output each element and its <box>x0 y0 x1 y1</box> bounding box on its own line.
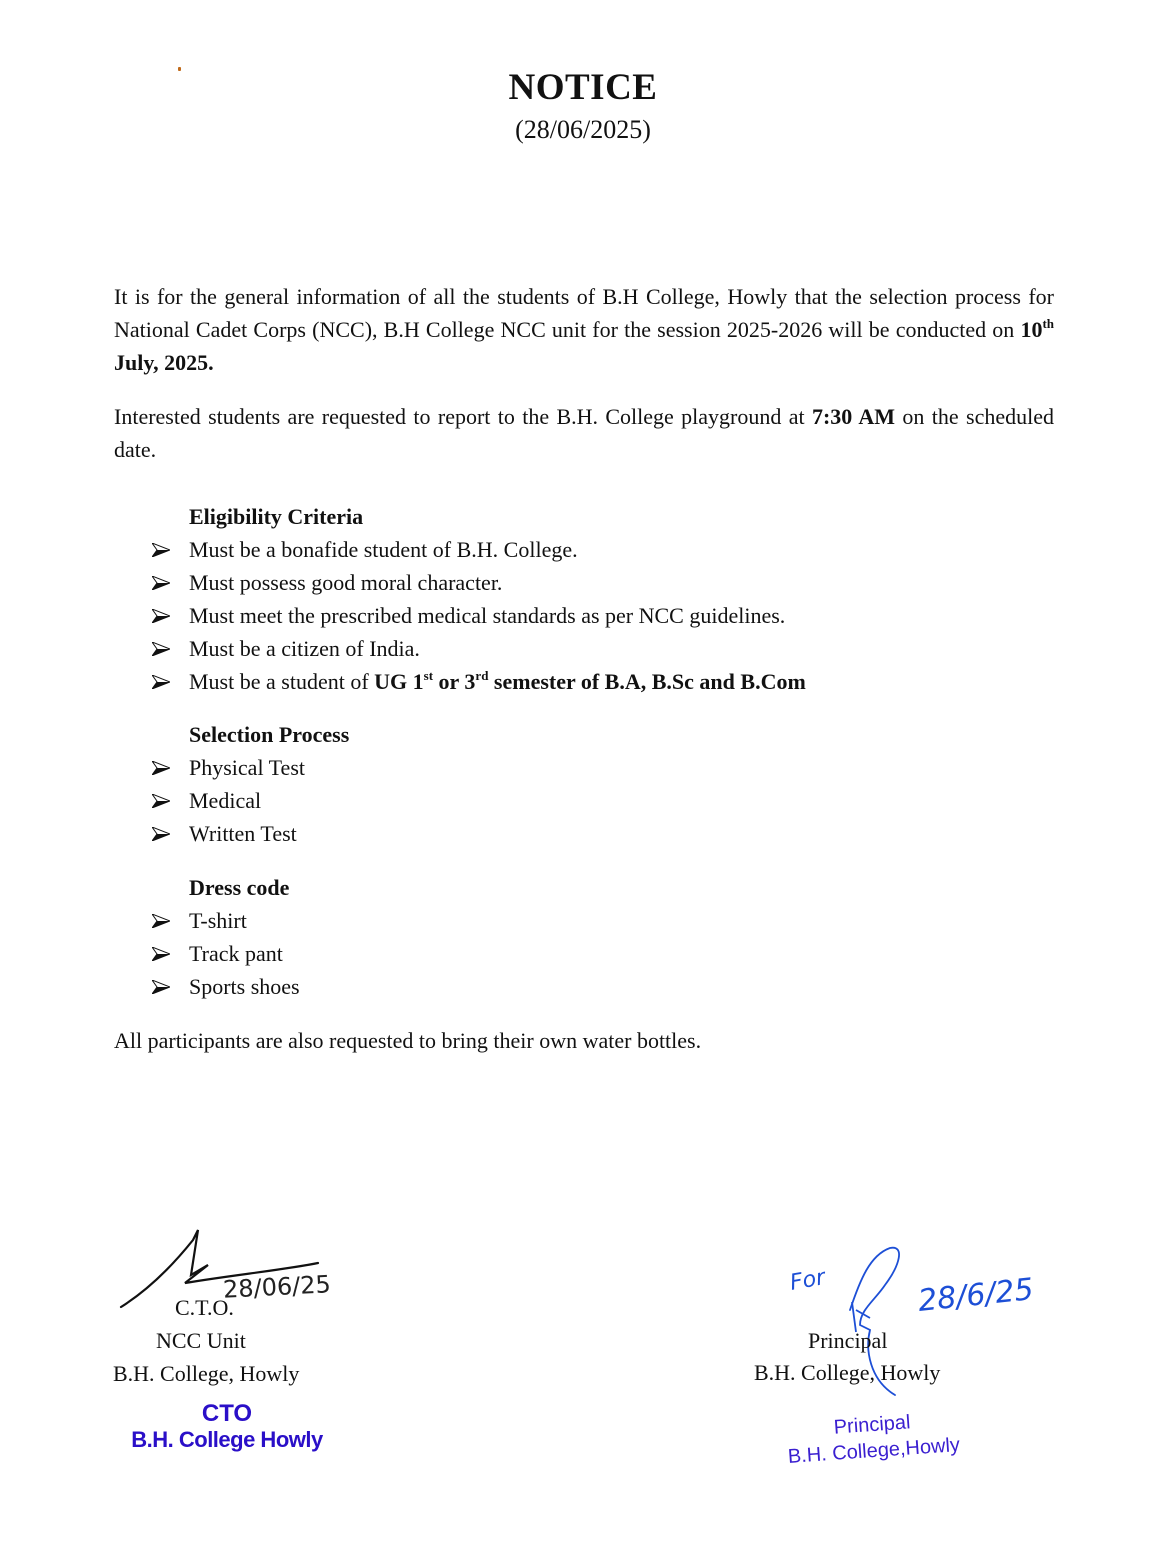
list-item <box>150 599 1050 632</box>
report-paragraph <box>114 400 1054 466</box>
principal-institution: B.H. College, Howly <box>754 1360 941 1385</box>
item-text: Must meet the prescribed medical standards as per NCC guidelines. <box>189 603 786 628</box>
cto-title: C.T.O. <box>175 1295 234 1320</box>
closing-paragraph: All participants are also requested to bring their own water bottles. <box>114 1028 702 1053</box>
list-item <box>150 533 1050 566</box>
arrow-bullet-icon <box>152 543 170 557</box>
cto-stamp <box>111 1401 343 1453</box>
arrow-bullet-icon <box>152 576 170 590</box>
item-text: Must be a bonafide student of B.H. College. <box>189 537 578 562</box>
ug-label: UG 1 <box>374 669 424 694</box>
list-item <box>150 566 1050 599</box>
cto-signature-block <box>113 1225 373 1475</box>
report-text-end: on the scheduled date. <box>114 404 1054 462</box>
list-item <box>150 937 1050 970</box>
arrow-bullet-icon <box>152 642 170 656</box>
semester-requirement <box>374 669 806 694</box>
principal-handwritten-for: For <box>788 1265 828 1296</box>
dress-code-section <box>150 871 1050 1003</box>
courses-label: semester of B.A, B.Sc and B.Com <box>488 669 806 694</box>
list-item <box>150 970 1050 1003</box>
item-text: Written Test <box>189 821 297 846</box>
eligibility-heading: Eligibility Criteria <box>189 504 364 529</box>
dress-code-list <box>150 904 1050 1003</box>
principal-title: Principal <box>808 1328 888 1353</box>
principal-signature-block <box>750 1240 1090 1480</box>
arrow-bullet-icon <box>152 980 170 994</box>
item-text: Medical <box>189 788 262 813</box>
list-item <box>150 817 1050 850</box>
eligibility-section <box>150 500 1050 698</box>
arrow-bullet-icon <box>152 609 170 623</box>
principal-stamp-line2: B.H. College,Howly <box>787 1433 961 1468</box>
selection-month-year: July, 2025. <box>114 350 214 375</box>
arrow-bullet-icon <box>152 794 170 808</box>
intro-paragraph <box>114 280 1054 379</box>
report-time: 7:30 AM <box>811 404 896 429</box>
list-item <box>150 632 1050 665</box>
report-text: Interested students are requested to report to the B.H. College playground at <box>114 404 812 429</box>
intro-text: It is for the general information of all the students of B.H College, Howly that the selection process for National Cadet Corps (NCC), B.H College NCC unit for the session 2025-2026 will be conducted on <box>114 284 1054 342</box>
principal-stamp-line1: Principal <box>833 1411 912 1439</box>
dress-code-heading: Dress code <box>189 875 290 900</box>
ordinal-suffix: rd <box>475 668 489 683</box>
item-text: Physical Test <box>189 755 305 780</box>
list-item <box>150 665 1050 698</box>
cto-handwritten-date: 28/06/25 <box>222 1270 332 1304</box>
ordinal-suffix: st <box>423 668 434 683</box>
principal-handwritten-date: 28/6/25 <box>916 1272 1036 1319</box>
eligibility-list <box>150 533 1050 698</box>
notice-title: NOTICE <box>508 67 658 108</box>
cto-institution: B.H. College, Howly <box>113 1361 300 1386</box>
item-text: Track pant <box>189 941 283 966</box>
principal-stamp <box>766 1405 979 1472</box>
item-text: Sports shoes <box>189 974 300 999</box>
item-text: Must possess good moral character. <box>189 570 503 595</box>
selection-list <box>150 751 1050 850</box>
item-text: Must be a citizen of India. <box>189 636 420 661</box>
notice-date: (28/06/2025) <box>515 115 651 144</box>
item-text: T-shirt <box>189 908 247 933</box>
arrow-bullet-icon <box>152 947 170 961</box>
item-text: Must be a student of <box>189 669 375 694</box>
or-label: or 3 <box>433 669 476 694</box>
cto-stamp-line2: B.H. College Howly <box>131 1427 323 1452</box>
list-item <box>150 784 1050 817</box>
selection-day: 10 <box>1020 317 1043 342</box>
arrow-bullet-icon <box>152 675 170 689</box>
arrow-bullet-icon <box>152 914 170 928</box>
cto-stamp-line1: CTO <box>201 1400 253 1427</box>
selection-heading: Selection Process <box>189 722 350 747</box>
arrow-bullet-icon <box>152 761 170 775</box>
arrow-bullet-icon <box>152 827 170 841</box>
cto-unit: NCC Unit <box>156 1328 246 1353</box>
list-item <box>150 904 1050 937</box>
list-item <box>150 751 1050 784</box>
selection-section <box>150 718 1050 850</box>
day-suffix: th <box>1042 316 1054 331</box>
